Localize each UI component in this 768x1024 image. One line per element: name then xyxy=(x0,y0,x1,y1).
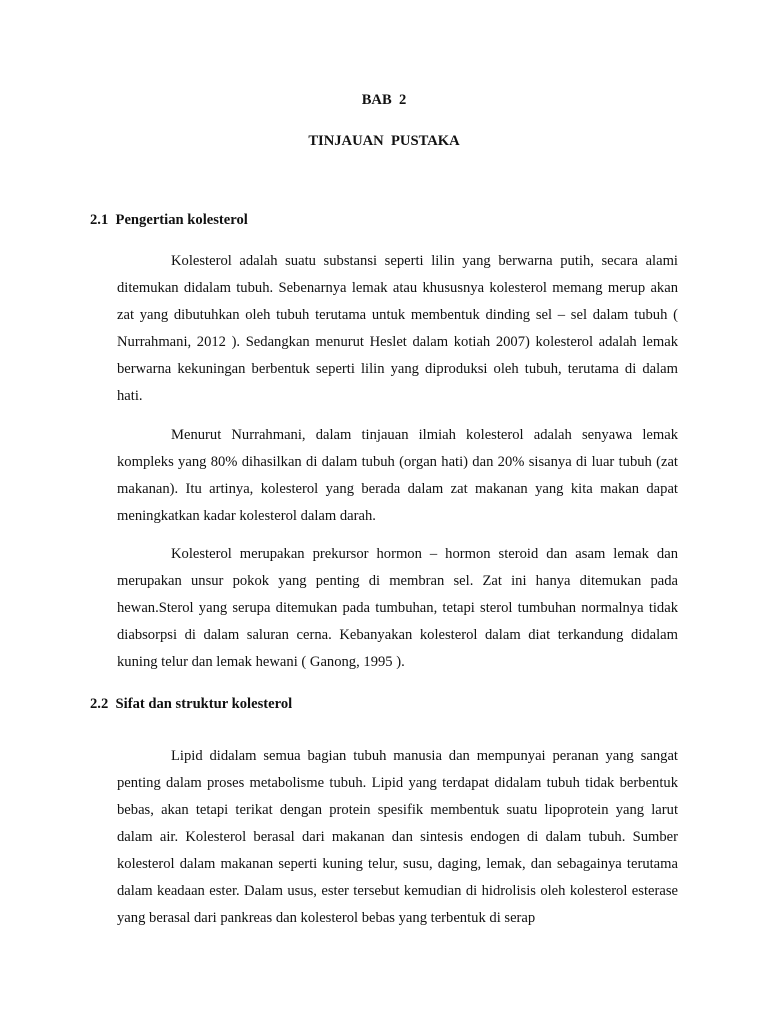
paragraph-text: Lipid didalam semua bagian tubuh manusia dan mempunyai peranan yang sangat penting dalam proses metabolisme tubuh. Lipid yang terdapat didalam tubuh tidak berbentuk bebas, akan tetapi terikat dengan protein spesifik membentuk suatu lipoprotein yang larut dalam air. Kolesterol berasal dari makanan dan sintesis endogen di dalam tubuh. Sumber kolesterol dalam makanan seperti kuning telur, susu, daging, lemak, dan sebagainya terutama dalam keadaan ester. Dalam usus, ester tersebut kemudian di hidrolisis oleh kolesterol esterase yang berasal dari pankreas dan kolesterol bebas yang terbentuk di serap xyxy=(117,748,678,926)
paragraph-text: Kolesterol adalah suatu substansi seperti lilin yang berwarna putih, secara alami ditemukan didalam tubuh. Sebenarnya lemak atau khususnya kolesterol memang merup akan zat yang dibutuhkan oleh tubuh terutama untuk membentuk dinding sel – sel dalam tubuh ( Nurrahmani, 2012 ). Sedangkan menurut Heslet dalam kotiah 2007) kolesterol adalah lemak berwarna kekuningan berbentuk seperti lilin yang diproduksi oleh tubuh, terutama di dalam hati. xyxy=(117,253,678,404)
chapter-title: TINJAUAN PUSTAKA xyxy=(308,133,460,149)
paragraph-2-2-1 xyxy=(117,743,678,932)
paragraph-2-1-1 xyxy=(117,248,678,410)
section-heading-2-2: 2.2 Sifat dan struktur kolesterol xyxy=(90,696,293,712)
section-heading-2-1: 2.1 Pengertian kolesterol xyxy=(90,212,248,228)
paragraph-2-1-3 xyxy=(117,541,678,676)
paragraph-text: Kolesterol merupakan prekursor hormon – hormon steroid dan asam lemak dan merupakan unsur pokok yang penting di membran sel. Zat ini hanya ditemukan pada hewan.Sterol yang serupa ditemukan pada tumbuhan, tetapi sterol tumbuhan normalnya tidak diabsorpsi di dalam saluran cerna. Kebanyakan kolesterol dalam diat terkandung didalam kuning telur dan lemak hewani ( Ganong, 1995 ). xyxy=(117,546,678,670)
paragraph-2-1-2 xyxy=(117,422,678,530)
chapter-label: BAB 2 xyxy=(361,92,407,108)
paragraph-text: Menurut Nurrahmani, dalam tinjauan ilmiah kolesterol adalah senyawa lemak kompleks yang 80% dihasilkan di dalam tubuh (organ hati) dan 20% sisanya di luar tubuh (zat makanan). Itu artinya, kolesterol yang berada dalam zat makanan yang kita makan dapat meningkatkan kadar kolesterol dalam darah. xyxy=(117,427,678,524)
